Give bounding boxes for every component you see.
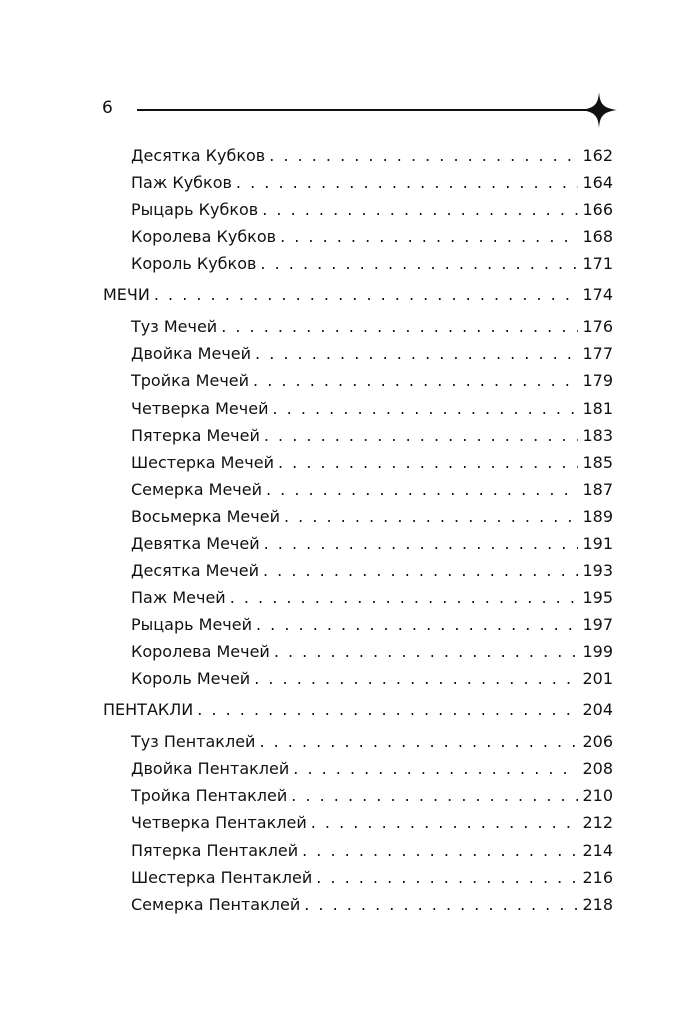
toc-entry-page: 210 [582,786,613,805]
toc-entry-title: Девятка Мечей [131,534,260,553]
toc-entry-page: 197 [582,615,613,634]
dot-leader [280,226,578,248]
toc-entry-page: 162 [582,146,613,165]
dot-leader [263,560,578,582]
toc-entry-page: 176 [582,317,613,336]
toc-entry-title: Туз Пентаклей [131,732,256,751]
toc-entry[interactable] [131,785,613,807]
toc-section-pentacles[interactable] [103,699,613,721]
toc-entry[interactable] [131,370,613,392]
page-number: 6 [102,98,113,118]
dot-leader [272,398,578,420]
toc-entry-title: Десятка Мечей [131,561,259,580]
dot-leader [260,253,578,275]
toc-entry-title: Пятерка Мечей [131,426,260,445]
toc-entry-page: 177 [582,344,613,363]
toc-entry-title: Двойка Мечей [131,344,252,363]
toc-entry[interactable] [131,452,613,474]
toc-entry[interactable] [131,758,613,780]
dot-leader [197,699,578,721]
toc-entry-title: Восьмерка Мечей [131,507,280,526]
toc-entry-page: 187 [582,480,613,499]
toc-entry[interactable] [131,840,613,862]
toc-entry[interactable] [131,668,613,690]
toc-entry-title: Семерка Мечей [131,480,262,499]
toc-entry[interactable] [131,894,613,916]
toc-entry-page: 212 [582,813,613,832]
toc-entry-title: Рыцарь Мечей [131,615,252,634]
toc-section-page: 204 [582,700,613,719]
toc-entry-page: 214 [582,841,613,860]
dot-leader [255,343,578,365]
toc-entry-title: Король Кубков [131,254,257,273]
dot-leader [284,506,578,528]
toc-entry-page: 171 [582,254,613,273]
toc-entry-page: 208 [582,759,613,778]
dot-leader [264,425,579,447]
toc-entry-page: 189 [582,507,613,526]
toc-entry[interactable] [131,253,613,275]
toc-entry-page: 183 [582,426,613,445]
dot-leader [304,894,578,916]
toc-entry-page: 216 [582,868,613,887]
toc-entry-page: 218 [582,895,613,914]
toc-entry-title: Тройка Мечей [131,371,250,390]
toc-entry-page: 181 [582,399,613,418]
dot-leader [311,812,579,834]
dot-leader [259,731,578,753]
toc-entry[interactable] [131,587,613,609]
toc-entry[interactable] [131,506,613,528]
toc-entry-page: 201 [582,669,613,688]
toc-entry[interactable] [131,145,613,167]
toc-entry[interactable] [131,226,613,248]
dot-leader [278,452,578,474]
toc-entry-title: Пятерка Пентаклей [131,841,299,860]
toc-entry-page: 166 [582,200,613,219]
toc-entry-title: Десятка Кубков [131,146,266,165]
dot-leader [302,840,578,862]
toc-entry-page: 179 [582,371,613,390]
toc-entry[interactable] [131,479,613,501]
toc-entry-page: 193 [582,561,613,580]
dot-leader [264,533,579,555]
toc-entry-title: Четверка Пентаклей [131,813,307,832]
dot-leader [266,479,578,501]
toc-entry[interactable] [131,199,613,221]
toc-entry-title: Король Мечей [131,669,251,688]
dot-leader [254,668,578,690]
toc-section-title: МЕЧИ [103,285,150,304]
toc-entry[interactable] [131,560,613,582]
toc-entry-page: 164 [582,173,613,192]
toc-entry-title: Королева Кубков [131,227,277,246]
dot-leader [154,284,579,306]
toc-entry-title: Семерка Пентаклей [131,895,301,914]
dot-leader [230,587,579,609]
toc-entry-page: 185 [582,453,613,472]
toc-entry[interactable] [131,425,613,447]
toc-section-page: 174 [582,285,613,304]
dot-leader [274,641,579,663]
dot-leader [293,758,578,780]
dot-leader [256,614,578,636]
dot-leader [291,785,578,807]
toc-entry-page: 195 [582,588,613,607]
toc-entry[interactable] [131,398,613,420]
toc-entry-title: Паж Кубков [131,173,232,192]
dot-leader [262,199,578,221]
dot-leader [269,145,578,167]
dot-leader [236,172,579,194]
toc-entry[interactable] [131,172,613,194]
toc-entry[interactable] [131,343,613,365]
toc-entry-title: Шестерка Пентаклей [131,868,313,887]
toc-entry-title: Тройка Пентаклей [131,786,288,805]
dot-leader [316,867,578,889]
toc-entry-title: Двойка Пентаклей [131,759,290,778]
toc-entry-title: Королева Мечей [131,642,270,661]
toc-entry-title: Рыцарь Кубков [131,200,259,219]
toc-entry[interactable] [131,867,613,889]
toc-entry-title: Паж Мечей [131,588,226,607]
dot-leader [253,370,578,392]
toc-entry[interactable] [131,812,613,834]
toc-entry[interactable] [131,641,613,663]
toc-section-swords[interactable] [103,284,613,306]
toc-entry-page: 206 [582,732,613,751]
toc-entry-page: 191 [582,534,613,553]
toc-entry-title: Шестерка Мечей [131,453,274,472]
toc-entry[interactable] [131,316,613,338]
toc-entry-title: Туз Мечей [131,317,218,336]
toc-entry[interactable] [131,731,613,753]
toc-section-title: ПЕНТАКЛИ [103,700,194,719]
toc-entry[interactable] [131,533,613,555]
dot-leader [221,316,578,338]
toc-entry-page: 199 [582,642,613,661]
toc-entry[interactable] [131,614,613,636]
toc-entry-title: Четверка Мечей [131,399,269,418]
toc-entry-page: 168 [582,227,613,246]
